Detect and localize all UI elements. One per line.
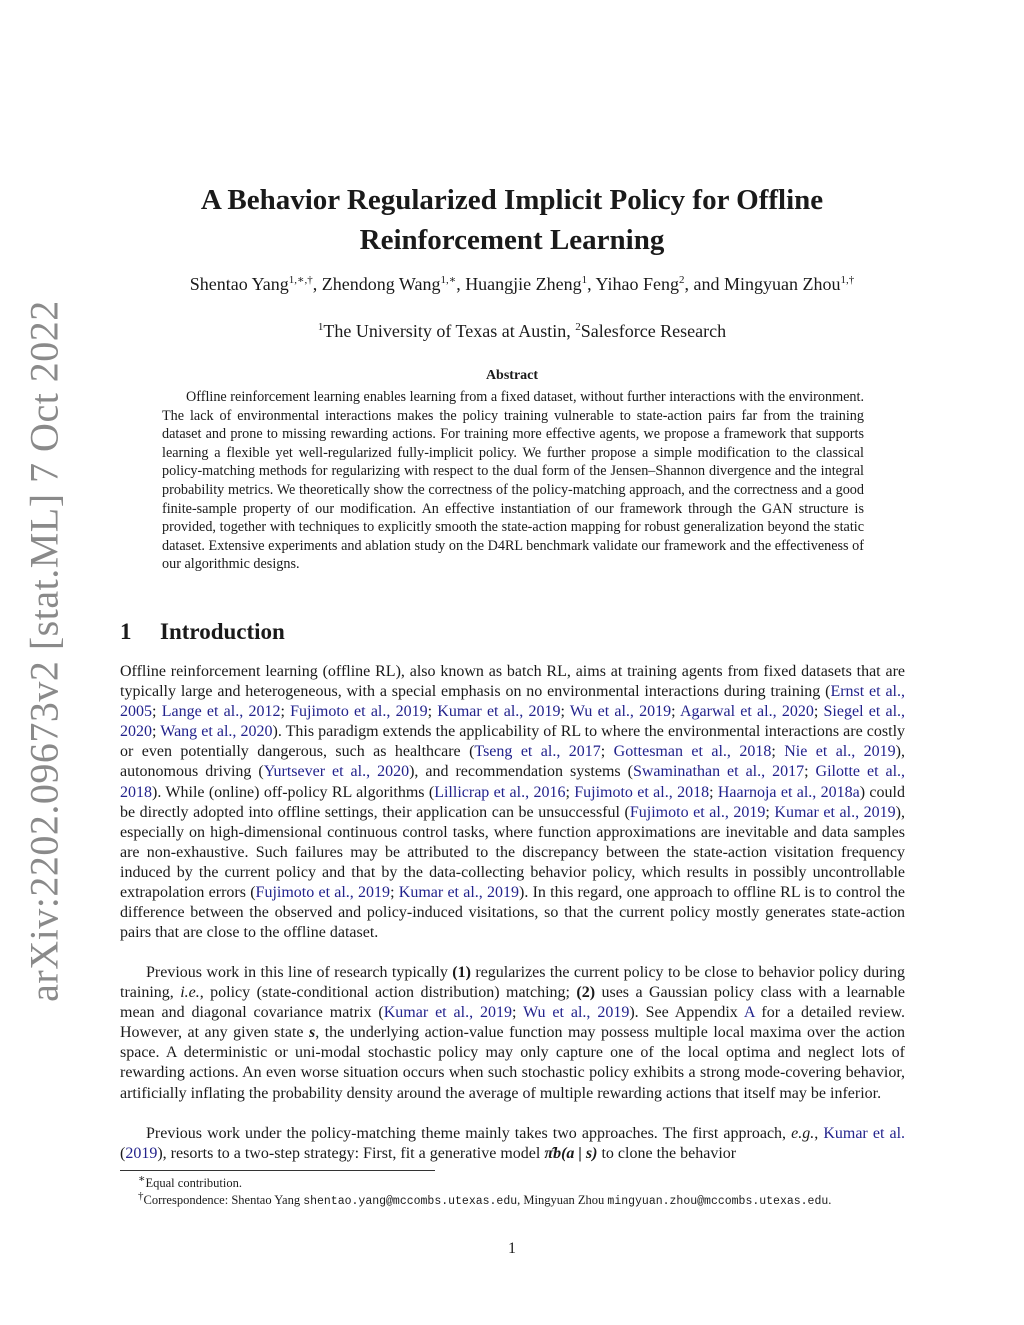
body-text: ), resorts to a two-step strategy: First, fit a generative model — [157, 1145, 545, 1163]
citation-link[interactable]: A — [743, 1004, 755, 1022]
body-text: ), especially on high-dimensional continuous control tasks, where function approximations are inevitable and data samples are non-exhaustive. Such failures may be attributed to the discrepancy between the state-action visitation frequency induced by the current policy and that by the data-collecting behavior policy, which results in possibly uncontrollable extrapolation errors ( — [120, 803, 905, 902]
body-text: ( — [120, 1145, 126, 1163]
body-text: Previous work in this line of research typically — [146, 964, 453, 981]
citation-link[interactable]: Ernst et al., 2005 — [120, 683, 905, 721]
abstract-body: Offline reinforcement learning enables learning from a fixed dataset, without further interactions with the environment. The lack of environmental interactions makes the policy training vulnerable to state-action pairs far from the training dataset and prone to missing rewarding actions. For training more effective agents, we propose a framework that supports learning a flexible yet well-regularized fully-implicit policy. We further propose a simple modification to the classical policy-matching methods for regularizing with respect to the dual form of the Jensen–Shannon divergence and the integral probability metrics. We theoretically show the correctness of the policy-matching approach, and the correctness and a good finite-sample property of our modification. An effective instantiation of our framework through the GAN structure is provided, together with techniques to explicitly smooth the state-action mapping for robust generalization beyond the static dataset. Extensive experiments and ablation study on the D4RL benchmark validate our framework and the effectiveness of our algorithmic designs. — [162, 389, 864, 573]
section-number: 1 — [120, 619, 132, 644]
citation-link[interactable]: Fujimoto et al., 2019 — [629, 803, 766, 821]
enumeration-label: (1) — [452, 964, 471, 981]
citation-link[interactable]: Gilotte et al., 2018 — [120, 763, 906, 801]
author-affiliation-mark: 1,† — [840, 274, 855, 286]
author-name: Yihao Feng — [595, 274, 679, 294]
body-text: ; — [512, 1004, 524, 1022]
body-text: ; — [560, 703, 570, 721]
author-affiliation-mark: 1 — [581, 274, 588, 286]
footnote-1: ∗Equal contribution. — [138, 1172, 242, 1190]
body-text: ), and recommendation systems ( — [409, 763, 633, 781]
body-text: ; — [600, 743, 614, 761]
citation-link[interactable]: Lillicrap et al., 2016 — [434, 783, 566, 801]
math-symbol: π̂b(a | s) — [544, 1145, 598, 1163]
citation-link[interactable]: Nie et al., 2019 — [784, 743, 896, 761]
italic-text: i.e. — [180, 984, 200, 1002]
enumeration-label: (2) — [576, 984, 596, 1002]
body-text: ) could be directly adopted into offline settings, their application can be unsuccessful ( — [120, 783, 905, 821]
footnotes — [138, 1172, 832, 1210]
author-name: Huangjie Zheng — [465, 274, 582, 294]
affiliation-mark: 2 — [575, 321, 581, 333]
email-link[interactable]: shentao.yang@mccombs.utexas.edu — [303, 1195, 518, 1208]
body-text: to clone the behavior — [597, 1145, 737, 1163]
body-text: ; — [390, 884, 399, 902]
body-text: uses a Gaussian policy class with a learnable mean and diagonal covariance matrix ( — [120, 984, 906, 1022]
paper-title — [120, 180, 904, 260]
affiliation-mark: 1 — [317, 321, 324, 333]
author-affiliation-mark: 1,∗,† — [288, 274, 313, 286]
footnote-rule — [120, 1170, 435, 1171]
citation-link[interactable]: Kumar et al., 2019 — [398, 884, 520, 902]
author-name: Shentao Yang — [189, 274, 289, 294]
body-text: ; — [765, 803, 775, 821]
body-text: Offline reinforcement learning (offline RL), also known as batch RL, aims at training agents from fixed datasets that are typically large and heterogeneous, with a special emphasis on no environmental interactions during training ( — [120, 663, 905, 701]
body-text: ; — [280, 703, 291, 721]
abstract-heading: Abstract — [485, 368, 539, 383]
citation-link[interactable]: Lange et al., 2012 — [161, 703, 281, 721]
citation-link[interactable]: Agarwal et al., 2020 — [679, 703, 814, 721]
italic-text: e.g. — [791, 1125, 815, 1142]
body-text: ; — [804, 763, 816, 781]
email-link[interactable]: mingyuan.zhou@mccombs.utexas.edu — [607, 1195, 829, 1208]
affiliation-name: Salesforce Research — [580, 321, 727, 341]
body-text: ; — [152, 723, 161, 741]
body-text: , the underlying action-value function may possess multiple local maxima over the action space. A deterministic or uni-modal stochastic policy may only capture one of the local optima and neglect lots of rewarding actions. An even worse situation occurs when such stochastic policy exhibits a strong mode-covering behavior, artificially inflating the probability density around the average of multiple rewarding actions that itself may be inferior. — [120, 1024, 906, 1102]
body-text: ). See Appendix — [629, 1004, 744, 1022]
body-text: , policy (state-conditional action distribution) matching; — [199, 984, 577, 1002]
body-text: ; — [709, 783, 718, 801]
citation-link[interactable]: Yurtsever et al., 2020 — [263, 763, 410, 781]
arxiv-identifier: arXiv:2202.09673v2 [stat.ML] 7 Oct 2022 — [21, 300, 67, 1002]
body-text: ). While (online) off-policy RL algorithms ( — [152, 783, 435, 801]
citation-link[interactable]: Fujimoto et al., 2019 — [255, 884, 391, 902]
intro-paragraph-1 — [120, 662, 905, 943]
affiliations: $^1$The University of Texas at Austin, $^2$Salesforce Research — [317, 321, 727, 341]
body-text: for a detailed review. However, at any given state — [120, 1004, 906, 1042]
body-text: ; — [671, 703, 680, 721]
affiliation-name: The University of Texas at Austin — [323, 321, 567, 341]
citation-link[interactable]: Fujimoto et al., 2018 — [574, 783, 710, 801]
citation-link[interactable]: Wu et al., 2019 — [523, 1004, 630, 1022]
body-text: ; — [565, 783, 575, 801]
title-line-2: Reinforcement Learning — [359, 224, 665, 256]
intro-paragraph-3 — [120, 1124, 905, 1164]
body-text: ; — [813, 703, 824, 721]
author-name: Mingyuan Zhou — [724, 274, 841, 294]
body-text: ; — [771, 743, 785, 761]
section-title: Introduction — [160, 619, 285, 644]
citation-link[interactable]: Fujimoto et al., 2019 — [290, 703, 428, 721]
citation-link[interactable]: Wang et al., 2020 — [160, 723, 273, 741]
citation-link[interactable]: Kumar et al., 2019 — [774, 803, 896, 821]
author-affiliation-mark: 1,∗ — [440, 274, 457, 286]
body-text: , — [814, 1125, 824, 1142]
citation-link[interactable]: Wu et al., 2019 — [569, 703, 672, 721]
body-text: ), autonomous driving ( — [120, 743, 905, 781]
page-number: 1 — [508, 1240, 516, 1257]
citation-link[interactable]: 2019 — [125, 1145, 158, 1163]
body-text: ). In this regard, one approach to offline RL is to control the difference between the observed and policy-induced visitations, so that the current policy mostly generates state-action pairs that are close to the offline dataset. — [120, 884, 905, 942]
citation-link[interactable]: Haarnoja et al., 2018a — [717, 783, 860, 801]
author-list: Shentao Yang$^{1,∗,\dagger}$, Zhendong Wang$^{1,∗}$, Huangjie Zheng$^1$, Yihao Feng$^2$, and Mingyuan Zhou$^{1,\dagger}$ — [189, 274, 855, 294]
author-affiliation-mark: 2 — [679, 274, 685, 286]
citation-link[interactable]: Kumar et al., 2019 — [383, 1004, 512, 1022]
citation-link[interactable]: Kumar et al., 2019 — [437, 703, 561, 721]
body-text: ; — [427, 703, 438, 721]
author-name: Zhendong Wang — [321, 274, 441, 294]
title-line-1: A Behavior Regularized Implicit Policy for Offline — [200, 184, 824, 216]
citation-link[interactable]: Swaminathan et al., 2017 — [632, 763, 805, 781]
body-text: ). This paradigm extends the applicability of RL to where the environmental interactions are costly or even potentially dangerous, such as healthcare ( — [120, 723, 906, 761]
body-text: ; — [152, 703, 162, 721]
citation-link[interactable]: Kumar et al. — [823, 1125, 906, 1142]
citation-link[interactable]: Gottesman et al., 2018 — [613, 743, 772, 761]
body-text: regularizes the current policy to be close to behavior policy during training, — [120, 964, 905, 1002]
math-symbol: s — [309, 1024, 316, 1042]
body-text: Previous work under the policy-matching theme mainly takes two approaches. The first approach, — [146, 1125, 792, 1142]
footnote-2: †Correspondence: Shentao Yang shentao.yang@mccombs.utexas.edu, Mingyuan Zhou mingyuan.zhou@mccombs.utexas.edu. — [138, 1189, 832, 1208]
intro-paragraph-2 — [120, 963, 905, 1104]
citation-link[interactable]: Siegel et al., 2020 — [120, 703, 906, 741]
section-heading — [120, 619, 285, 645]
citation-link[interactable]: Tseng et al., 2017 — [474, 743, 601, 761]
